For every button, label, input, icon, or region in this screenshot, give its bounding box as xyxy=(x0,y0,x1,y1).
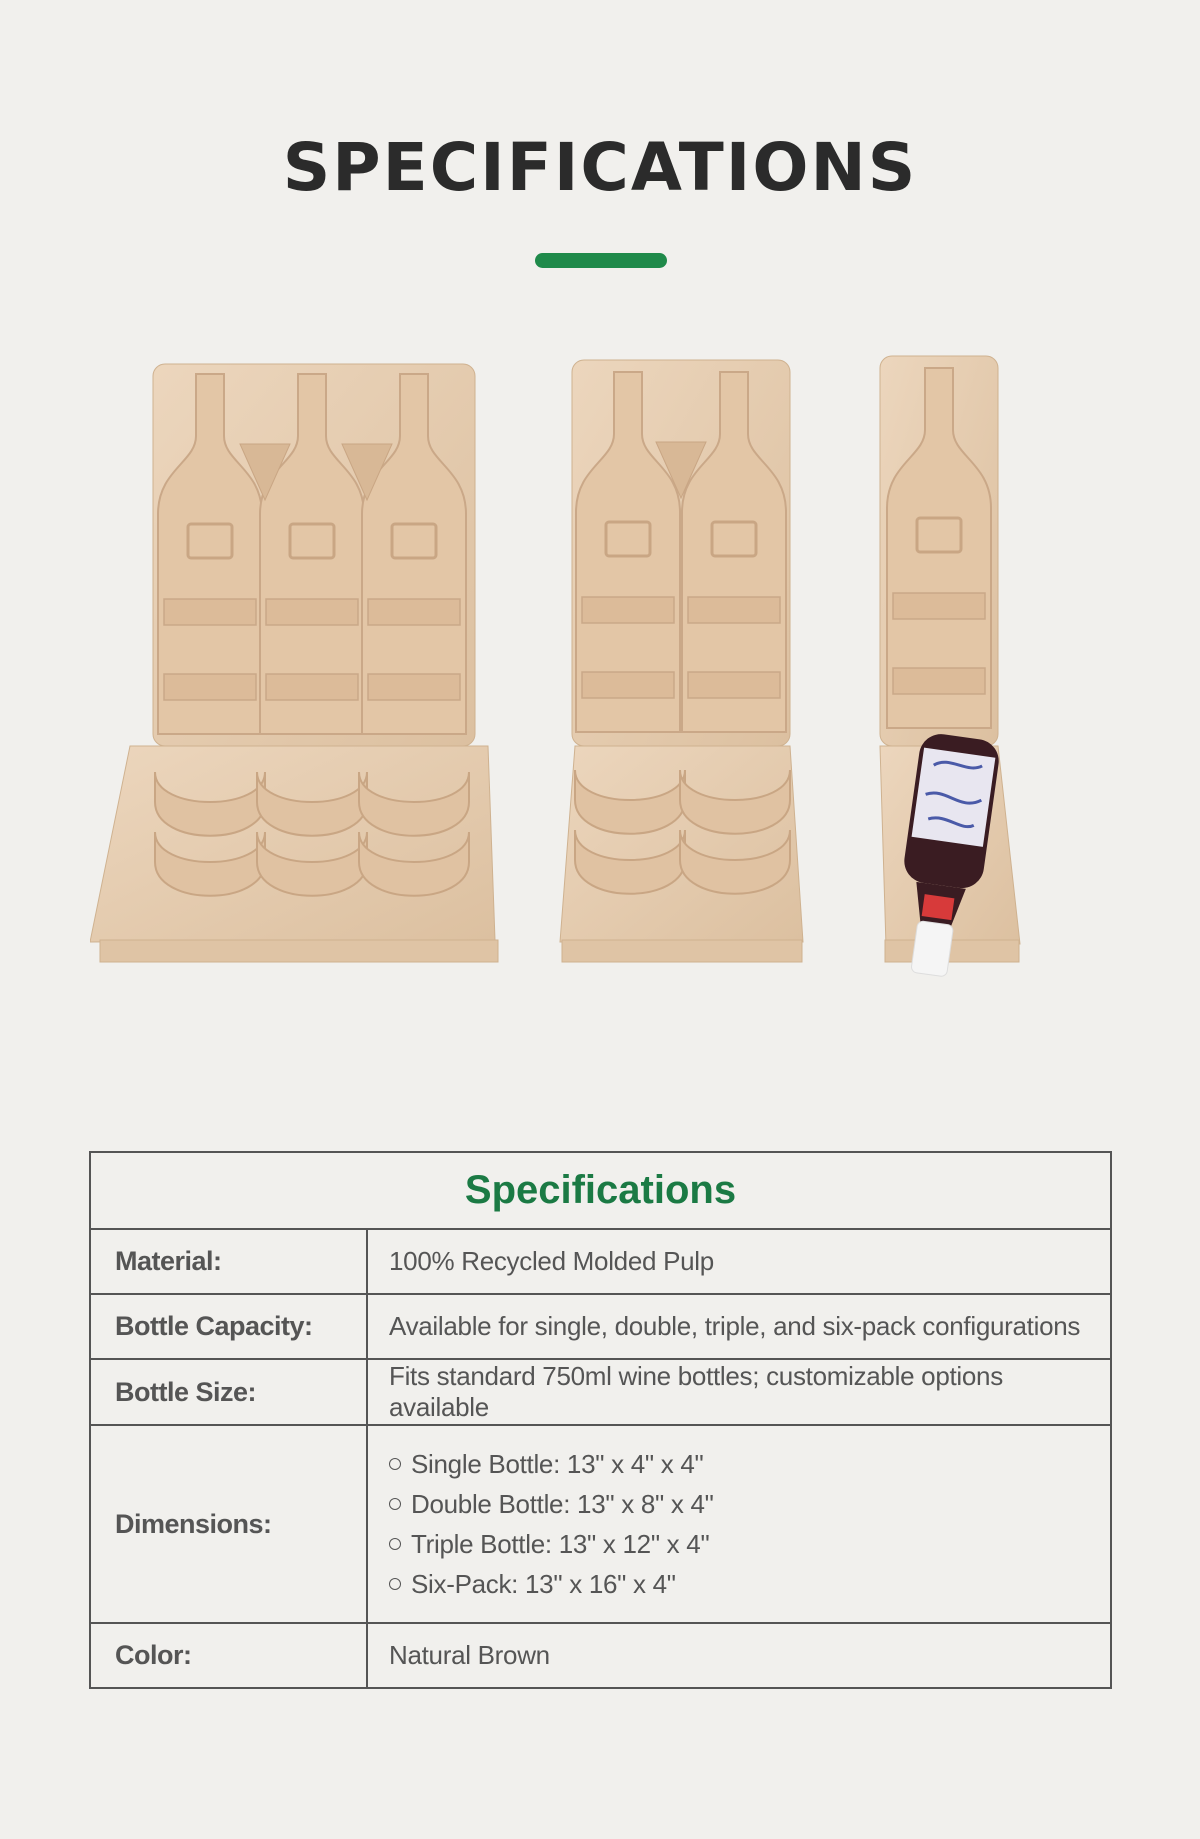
spec-table xyxy=(89,1151,1112,1689)
row-label: Bottle Size: xyxy=(90,1359,367,1425)
single-tray xyxy=(880,356,1020,980)
row-value: Natural Brown xyxy=(367,1623,1111,1688)
title-accent-bar xyxy=(535,253,667,268)
list-item: Double Bottle: 13" x 8" x 4" xyxy=(389,1484,1109,1524)
table-row xyxy=(90,1359,1111,1425)
row-value: Fits standard 750ml wine bottles; customizable options available xyxy=(367,1359,1111,1425)
list-item: Six-Pack: 13" x 16" x 4" xyxy=(389,1564,1109,1604)
table-title: Specifications xyxy=(90,1152,1111,1229)
table-row xyxy=(90,1294,1111,1359)
triple-tray xyxy=(90,364,498,962)
table-row xyxy=(90,1425,1111,1623)
row-label: Material: xyxy=(90,1229,367,1294)
page-title: SPECIFICATIONS xyxy=(282,129,918,206)
table-row xyxy=(90,1229,1111,1294)
list-item: Single Bottle: 13" x 4" x 4" xyxy=(389,1444,1109,1484)
row-value: 100% Recycled Molded Pulp xyxy=(367,1229,1111,1294)
dimensions-list xyxy=(389,1444,1109,1604)
product-photo xyxy=(90,352,1090,1082)
row-label: Bottle Capacity: xyxy=(90,1294,367,1359)
row-value xyxy=(367,1425,1111,1623)
table-row xyxy=(90,1623,1111,1688)
row-label: Dimensions: xyxy=(90,1425,367,1623)
list-item: Triple Bottle: 13" x 12" x 4" xyxy=(389,1524,1109,1564)
row-value: Available for single, double, triple, and six-pack configurations xyxy=(367,1294,1111,1359)
row-label: Color: xyxy=(90,1623,367,1688)
double-tray xyxy=(560,360,803,962)
